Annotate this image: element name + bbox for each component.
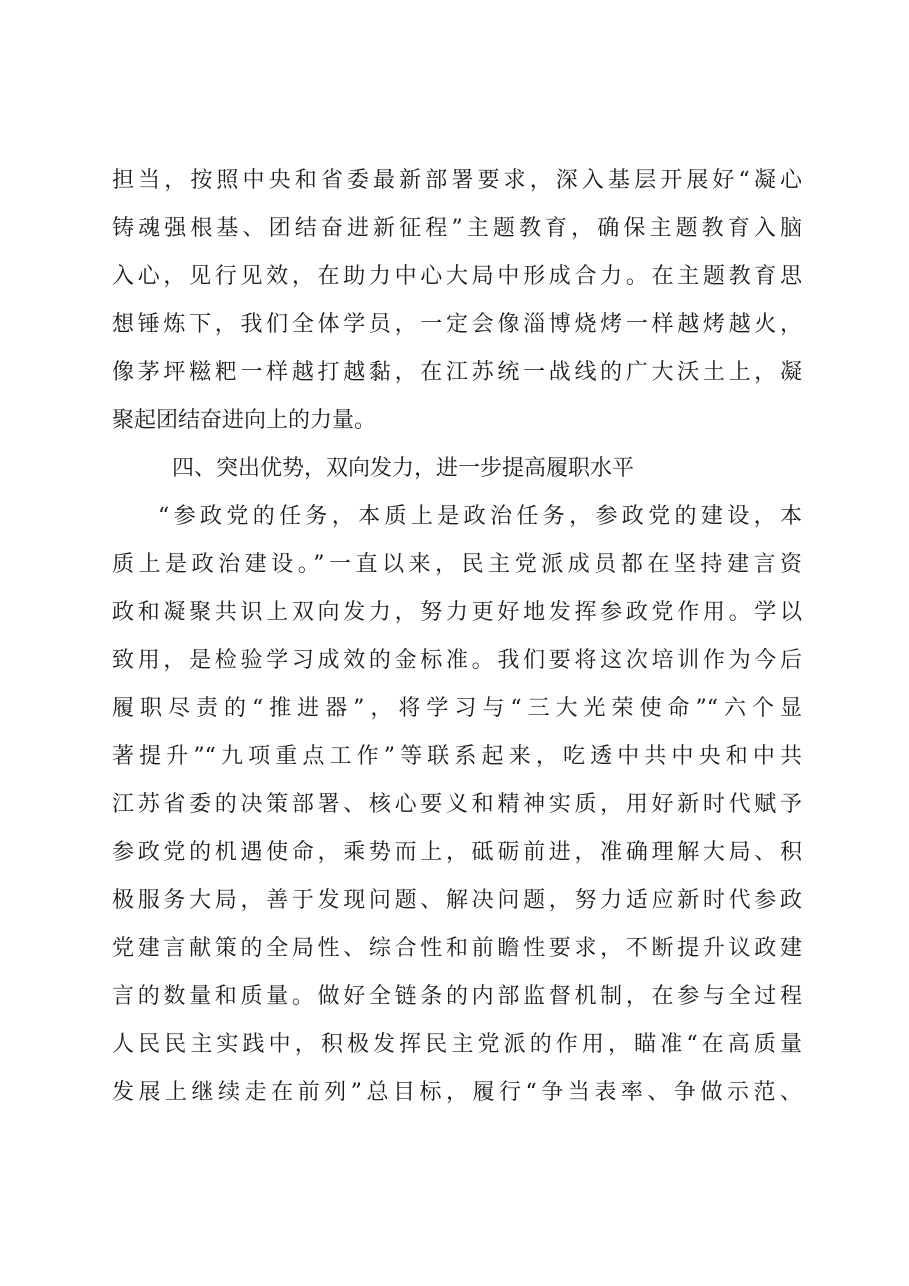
paragraph-line: 入心，见行见效，在助力中心大局中形成合力。在主题教育思 [112, 264, 802, 289]
paragraph-line: 质上是政治建设。”一直以来，民主党派成员都在坚持建言资 [112, 552, 802, 577]
paragraph-line: 政和凝聚共识上双向发力，努力更好地发挥参政党作用。学以 [112, 600, 802, 625]
paragraph-line: 著提升”“九项重点工作”等联系起来，吃透中共中央和中共 [112, 744, 802, 769]
paragraph-line: 言的数量和质量。做好全链条的内部监督机制，在参与全过程 [112, 984, 802, 1009]
paragraph-line: 铸魂强根基、团结奋进新征程”主题教育，确保主题教育入脑 [112, 216, 802, 241]
paragraph-line: 江苏省委的决策部署、核心要义和精神实质，用好新时代赋予 [112, 792, 802, 817]
paragraph-line: 像茅坪糍粑一样越打越黏，在江苏统一战线的广大沃土上，凝 [112, 360, 802, 385]
paragraph-line: 极服务大局，善于发现问题、解决问题，努力适应新时代参政 [112, 888, 802, 913]
paragraph-line: “参政党的任务，本质上是政治任务，参政党的建设，本 [158, 504, 802, 529]
paragraph-line: 发展上继续走在前列”总目标，履行“争当表率、争做示范、 [112, 1080, 802, 1105]
paragraph-line: 参政党的机遇使命，乘势而上，砥砺前进，准确理解大局、积 [112, 840, 802, 865]
paragraph-line: 致用，是检验学习成效的金标准。我们要将这次培训作为今后 [112, 648, 802, 673]
paragraph-line: 履职尽责的“推进器”，将学习与“三大光荣使命”“六个显 [112, 696, 802, 721]
paragraph-line: 担当，按照中央和省委最新部署要求，深入基层开展好“凝心 [112, 168, 802, 193]
paragraph-line: 想锤炼下，我们全体学员，一定会像淄博烧烤一样越烤越火， [112, 312, 802, 337]
section-heading: 四、突出优势，双向发力，进一步提高履职水平 [172, 456, 635, 481]
paragraph-line: 人民民主实践中，积极发挥民主党派的作用，瞄准“在高质量 [112, 1032, 802, 1057]
paragraph-line: 党建言献策的全局性、综合性和前瞻性要求，不断提升议政建 [112, 936, 802, 961]
paragraph-line: 聚起团结奋进向上的力量。 [112, 408, 377, 433]
